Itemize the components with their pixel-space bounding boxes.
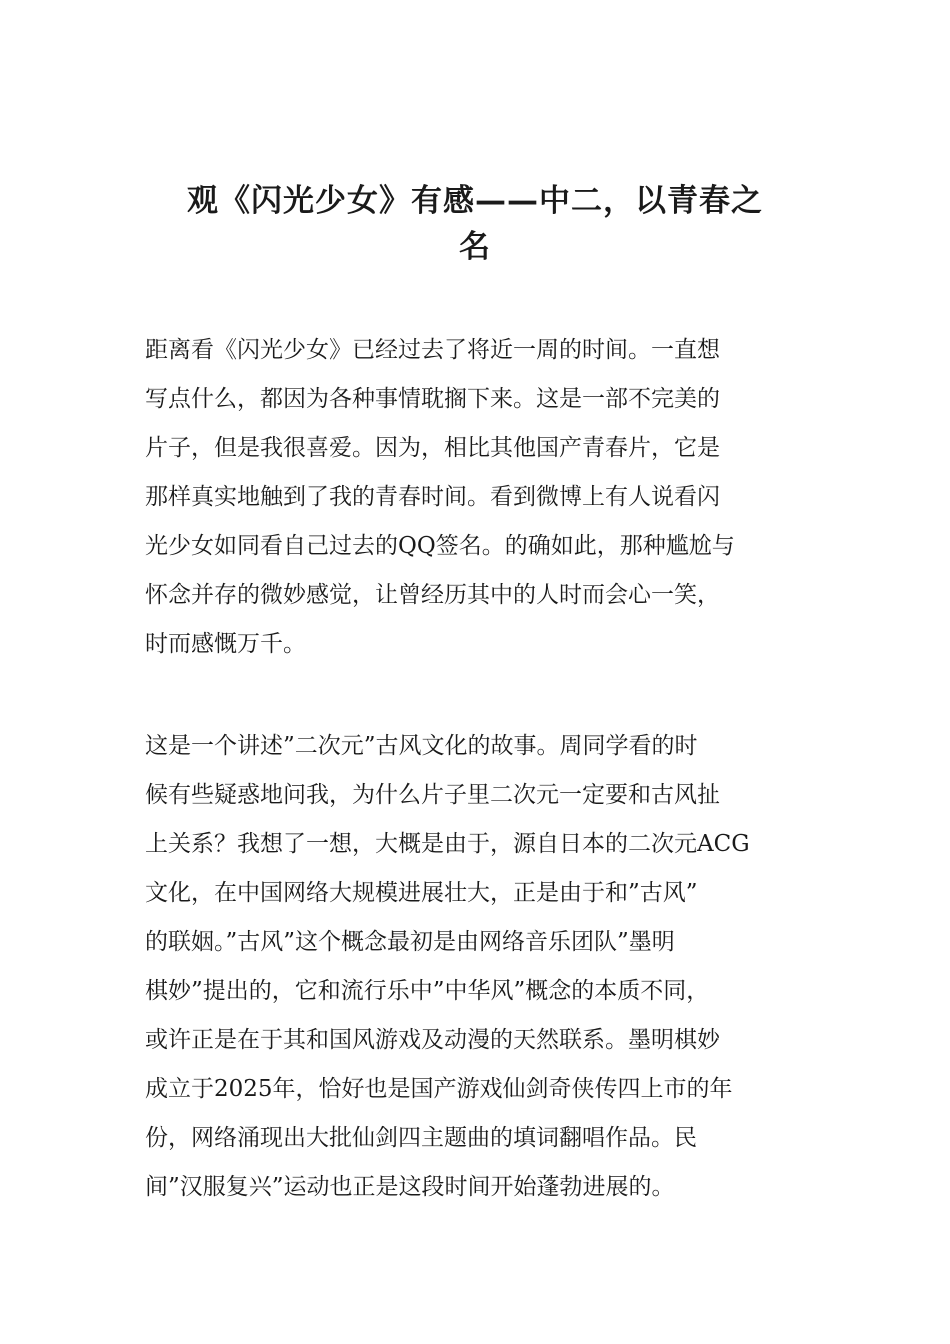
paragraph-2 [145, 722, 835, 1212]
paragraph-1 [145, 326, 835, 669]
page-title [140, 178, 810, 270]
text-line: 距离看《闪光少女》已经过去了将近一周的时间。一直想 [145, 337, 720, 363]
title-line: 名 [459, 229, 491, 265]
text-line: 怀念并存的微妙感觉，让曾经历其中的人时而会心一笑， [145, 582, 720, 608]
text-line: 或许正是在于其和国风游戏及动漫的天然联系。墨明棋妙 [145, 1027, 720, 1053]
text-line: 成立于2025年，恰好也是国产游戏仙剑奇侠传四上市的年 [145, 1076, 733, 1102]
text-line: 光少女如同看自己过去的QQ签名。的确如此，那种尴尬与 [145, 533, 735, 559]
text-line: 上关系？我想了一想，大概是由于，源自日本的二次元ACG [145, 831, 750, 857]
text-line: 那样真实地触到了我的青春时间。看到微博上有人说看闪 [145, 484, 720, 510]
text-line: 时而感慨万千。 [145, 631, 306, 657]
text-line: 间”汉服复兴”运动也正是这段时间开始蓬勃进展的。 [145, 1174, 675, 1200]
text-line: 片子，但是我很喜爱。因为，相比其他国产青春片，它是 [145, 435, 720, 461]
text-line: 这是一个讲述”二次元”古风文化的故事。周同学看的时 [145, 733, 698, 759]
title-line: 观《闪光少女》有感——中二，以青春之 [187, 183, 763, 219]
text-line: 候有些疑惑地问我，为什么片子里二次元一定要和古风扯 [145, 782, 720, 808]
text-line: 的联姻。”古风”这个概念最初是由网络音乐团队”墨明 [145, 929, 675, 955]
text-line: 份，网络涌现出大批仙剑四主题曲的填词翻唱作品。民 [145, 1125, 697, 1151]
text-line: 棋妙”提出的，它和流行乐中”中华风”概念的本质不同， [145, 978, 710, 1004]
text-line: 写点什么，都因为各种事情耽搁下来。这是一部不完美的 [145, 386, 720, 412]
text-line: 文化，在中国网络大规模进展壮大，正是由于和”古风” [145, 880, 698, 906]
